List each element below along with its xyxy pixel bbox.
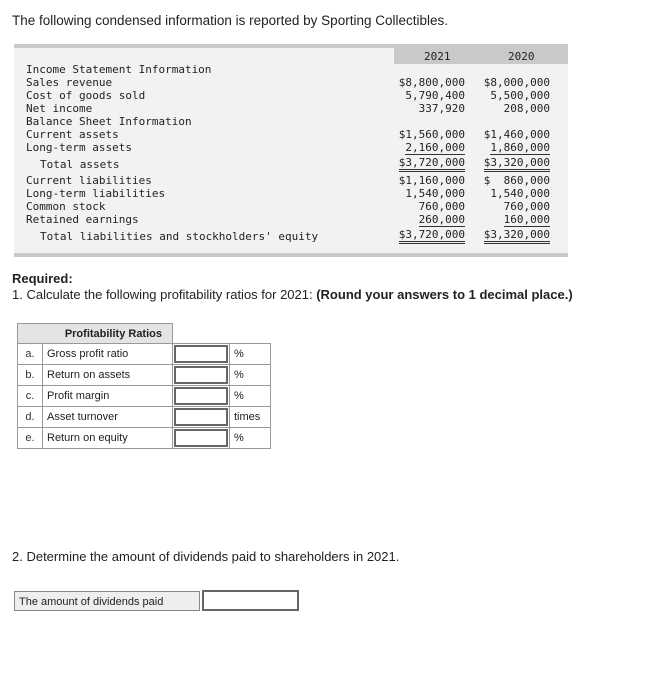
ratio-name: Return on assets [43, 365, 173, 386]
value-2021: $1,560,000 [398, 128, 465, 141]
dividends-paid-label: The amount of dividends paid [14, 591, 200, 611]
value-2021-total: $3,720,000 [399, 228, 465, 244]
gross-profit-ratio-input[interactable] [174, 345, 228, 363]
row-label-total: Total liabilities and stockholders' equity [40, 230, 319, 243]
value-2020: 1,540,000 [490, 187, 550, 200]
dividends-paid-input[interactable] [202, 590, 299, 611]
unit-label: times [230, 407, 271, 428]
profit-margin-input[interactable] [174, 387, 228, 405]
ratio-name: Gross profit ratio [43, 344, 173, 365]
section-income-statement: Income Statement Information [26, 63, 212, 76]
row-label: Sales revenue [26, 76, 113, 89]
row-letter: d. [18, 407, 43, 428]
row-letter: b. [18, 365, 43, 386]
profitability-ratios-table [17, 323, 271, 449]
value-2021: 337,920 [418, 102, 465, 115]
asset-turnover-input[interactable] [174, 408, 228, 426]
value-2020: $8,000,000 [483, 76, 550, 89]
row-letter: e. [18, 428, 43, 449]
row-label: Current liabilities [26, 174, 152, 187]
question-1 [12, 287, 573, 302]
ratio-name: Profit margin [43, 386, 173, 407]
financial-statement-box [14, 44, 568, 257]
unit-label: % [230, 344, 271, 365]
value-2021: 2,160,000 [405, 141, 465, 154]
ratios-table-header: Profitability Ratios [18, 324, 173, 344]
row-label: Long-term liabilities [26, 187, 166, 200]
value-2021: $1,160,000 [398, 174, 465, 187]
question-1-instruction: (Round your answers to 1 decimal place.) [316, 287, 573, 302]
year-2021-header: 2021 [424, 50, 451, 63]
value-2020-total: $3,320,000 [484, 156, 550, 172]
unit-label: % [230, 386, 271, 407]
table-row [18, 386, 271, 407]
ratio-name: Return on equity [43, 428, 173, 449]
value-2020: $1,460,000 [483, 128, 550, 141]
year-2020-header: 2020 [508, 50, 535, 63]
question-1-text: 1. Calculate the following profitability ratios for 2021: [12, 287, 317, 302]
section-balance-sheet: Balance Sheet Information [26, 115, 192, 128]
value-2021-total: $3,720,000 [399, 156, 465, 172]
intro-text: The following condensed information is reported by Sporting Collectibles. [12, 13, 448, 28]
value-2020: 5,500,000 [490, 89, 550, 102]
return-on-equity-input[interactable] [174, 429, 228, 447]
year-header-band [394, 48, 568, 64]
row-label: Long-term assets [26, 141, 132, 154]
row-label: Retained earnings [26, 213, 139, 226]
row-label-total: Total assets [40, 158, 120, 171]
table-row [18, 344, 271, 365]
unit-label: % [230, 365, 271, 386]
row-label: Current assets [26, 128, 119, 141]
value-2020-total: $3,320,000 [484, 228, 550, 244]
row-letter: a. [18, 344, 43, 365]
ratio-name: Asset turnover [43, 407, 173, 428]
row-label: Net income [26, 102, 93, 115]
row-label: Common stock [26, 200, 106, 213]
value-2021: 260,000 [418, 213, 465, 226]
value-2020: $ 860,000 [483, 174, 550, 187]
value-2021: 760,000 [418, 200, 465, 213]
value-2020: 208,000 [503, 102, 550, 115]
value-2020: 1,860,000 [490, 141, 550, 154]
required-heading: Required: [12, 271, 73, 286]
value-2020: 160,000 [503, 213, 550, 226]
table-row [18, 365, 271, 386]
return-on-assets-input[interactable] [174, 366, 228, 384]
value-2021: 1,540,000 [405, 187, 465, 200]
row-label: Cost of goods sold [26, 89, 146, 102]
question-2: 2. Determine the amount of dividends paid to shareholders in 2021. [12, 549, 400, 564]
value-2021: 5,790,400 [405, 89, 465, 102]
table-row [18, 428, 271, 449]
value-2021: $8,800,000 [398, 76, 465, 89]
row-letter: c. [18, 386, 43, 407]
value-2020: 760,000 [503, 200, 550, 213]
table-row [18, 407, 271, 428]
unit-label: % [230, 428, 271, 449]
